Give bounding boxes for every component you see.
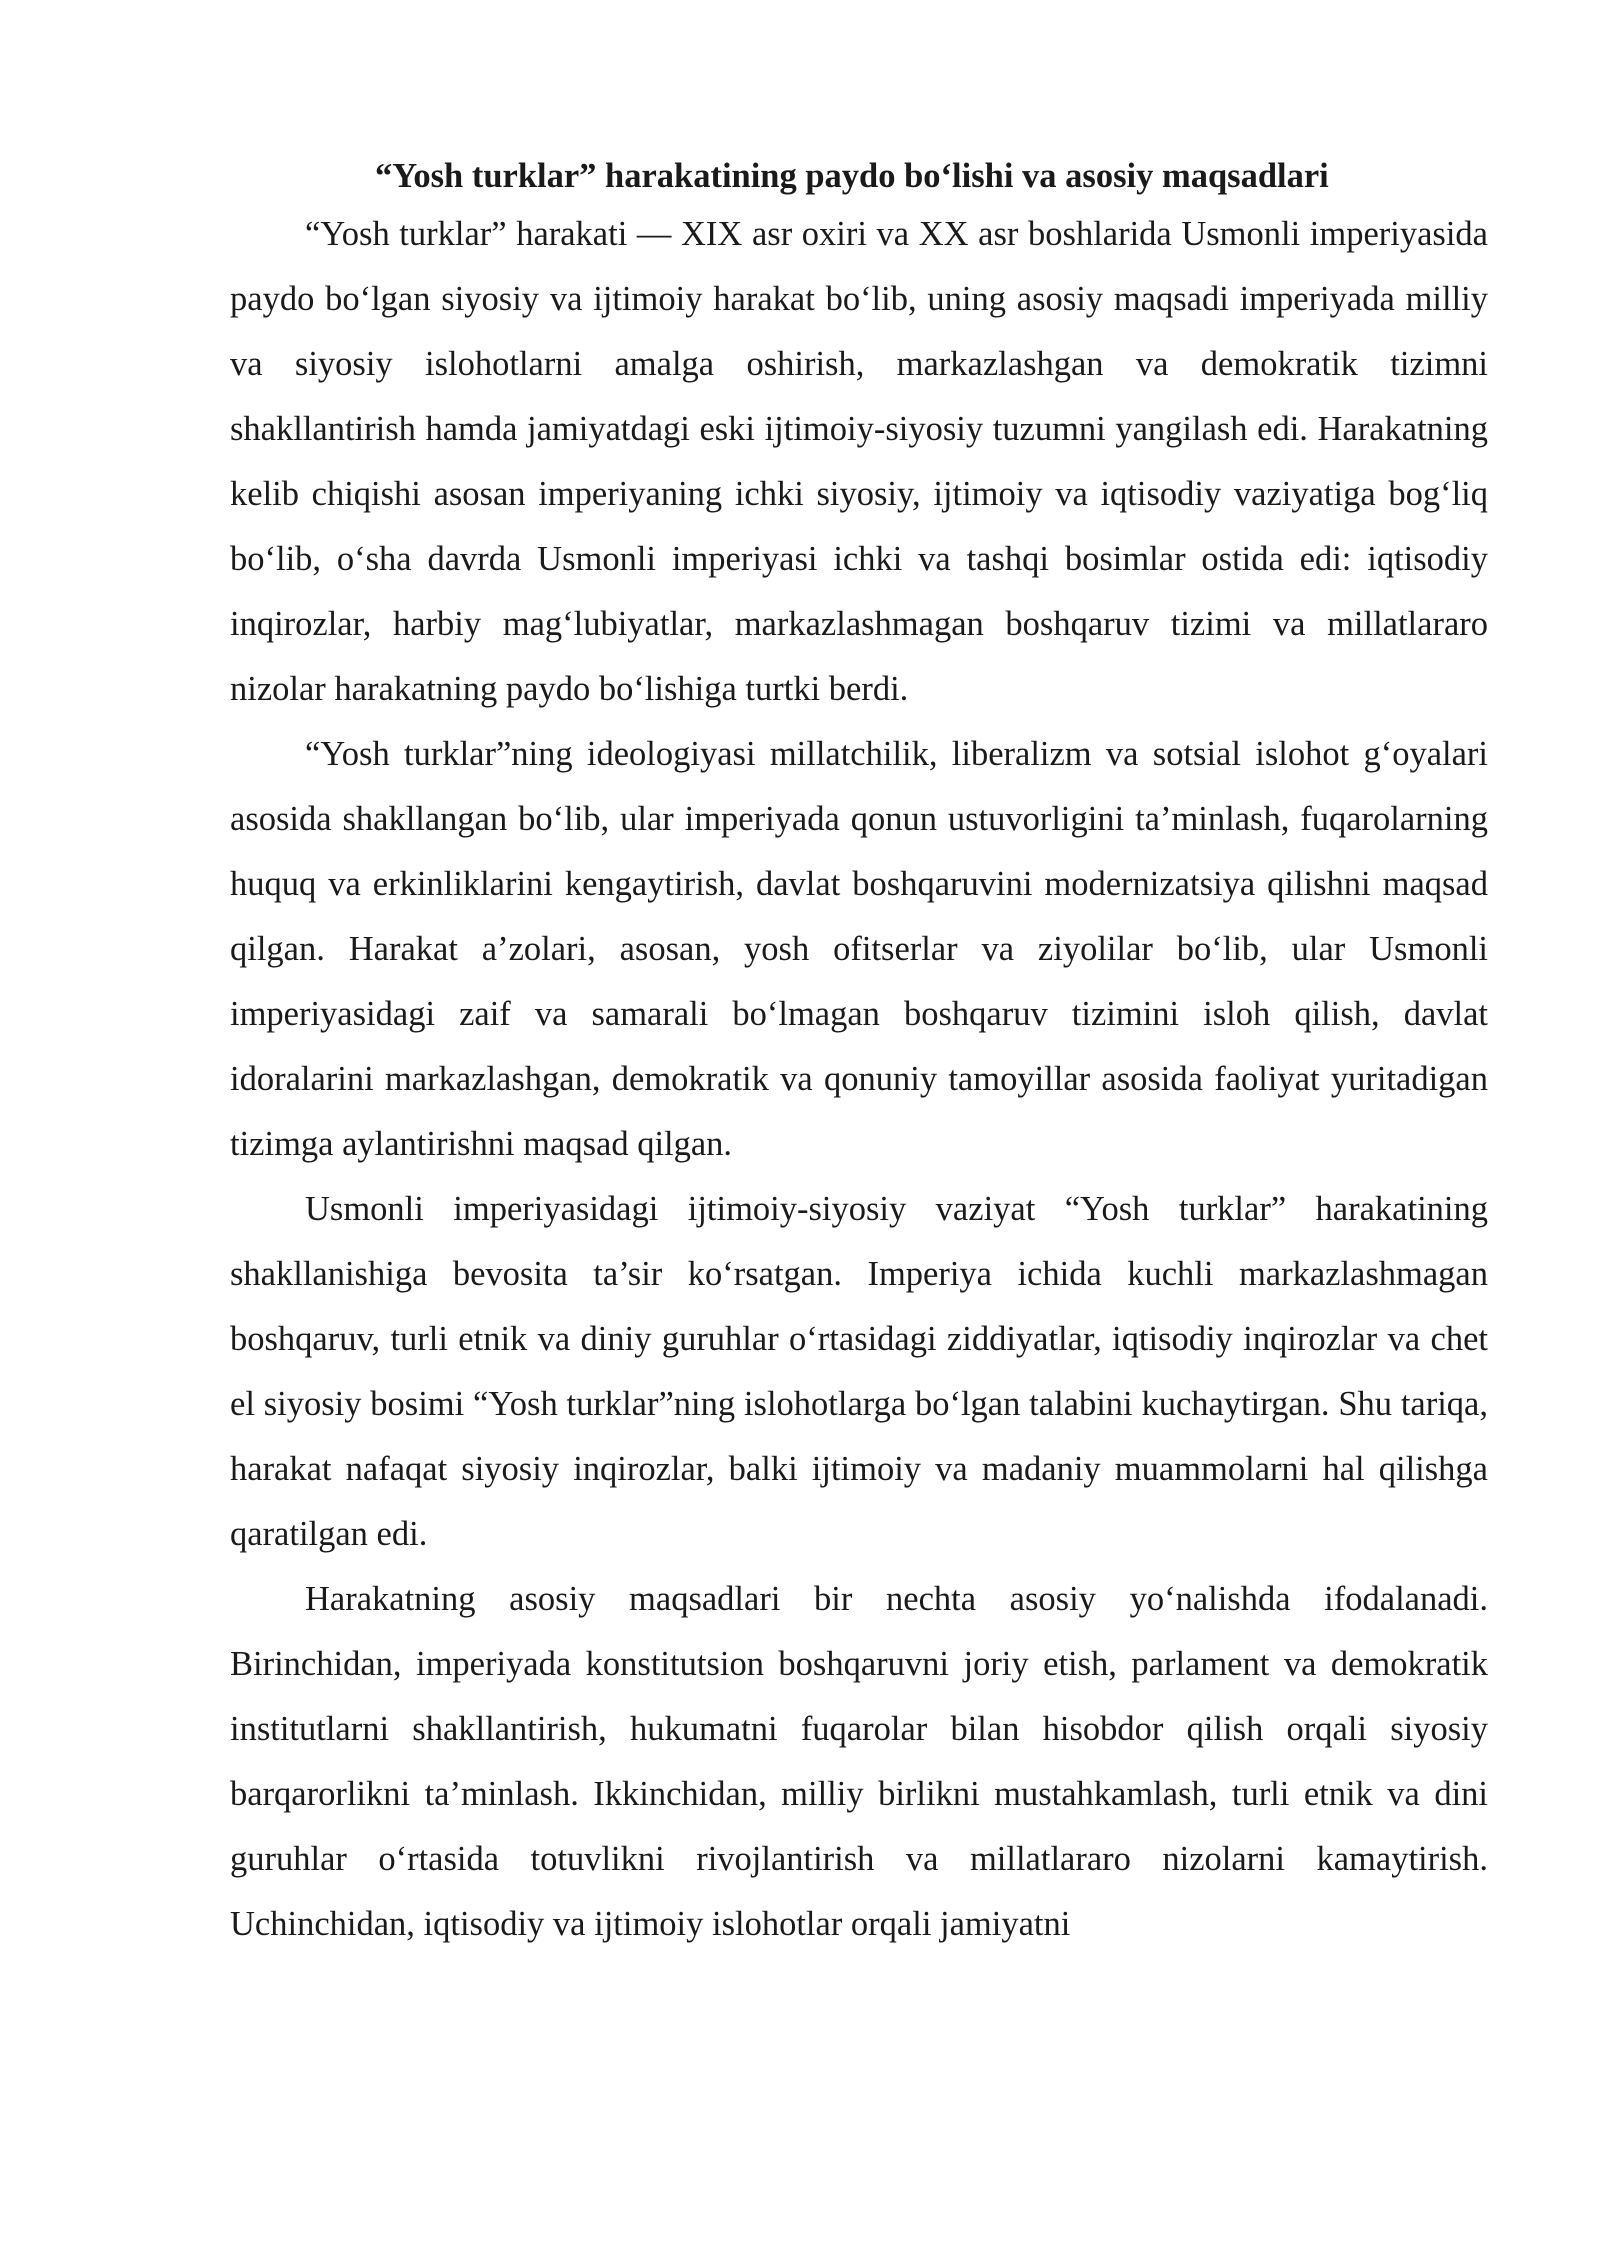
document-title: “Yosh turklar” harakatining paydo bo‘lishi va asosiy maqsadlari [375, 157, 1329, 195]
paragraph-4: Harakatning asosiy maqsadlari bir nechta asosiy yo‘nalishda ifodalanadi. Birinchidan, imperiyada konstitutsion boshqaruvni joriy etish, parlament va demokratik institutlarni shakllantirish, hukumatni fuqarolar bilan hisobdor qilish orqali siyosiy barqarorlikni ta’minlash. Ikkinchidan, milliy birlikni mustahkamlash, turli etnik va dini guruhlar o‘rtasida totuvlikni rivojlantirish va millatlararo nizolarni kamaytirish. Uchinchidan, iqtisodiy va ijtimoiy islohotlar orqali jamiyatni [230, 1580, 1488, 1943]
paragraph-3: Usmonli imperiyasidagi ijtimoiy-siyosiy vaziyat “Yosh turklar” harakatining shakllanishiga bevosita ta’sir ko‘rsatgan. Imperiya ichida kuchli markazlashmagan boshqaruv, turli etnik va diniy guruhlar o‘rtasidagi ziddiyatlar, iqtisodiy inqirozlar va chet el siyosiy bosimi “Yosh turklar”ning islohotlarga bo‘lgan talabini kuchaytirgan. Shu tariqa, harakat nafaqat siyosiy inqirozlar, balki ijtimoiy va madaniy muammolarni hal qilishga qaratilgan edi. [230, 1190, 1488, 1553]
paragraph-2: “Yosh turklar”ning ideologiyasi millatchilik, liberalizm va sotsial islohot g‘oyalari asosida shakllangan bo‘lib, ular imperiyada qonun ustuvorligini ta’minlash, fuqarolarning huquq va erkinliklarini kengaytirish, davlat boshqaruvini modernizatsiya qilishni maqsad qilgan. Harakat a’zolari, asosan, yosh ofitserlar va ziyolilar bo‘lib, ular Usmonli imperiyasidagi zaif va samarali bo‘lmagan boshqaruv tizimini isloh qilish, davlat idoralarini markazlashgan, demokratik va qonuniy tamoyillar asosida faoliyat yuritadigan tizimga aylantirishni maqsad qilgan. [230, 735, 1488, 1163]
document-body [230, 150, 1488, 1957]
paragraph-1: “Yosh turklar” harakati — XIX asr oxiri va XX asr boshlarida Usmonli imperiyasida paydo bo‘lgan siyosiy va ijtimoiy harakat bo‘lib, uning asosiy maqsadi imperiyada milliy va siyosiy islohotlarni amalga oshirish, markazlashgan va demokratik tizimni shakllantirish hamda jamiyatdagi eski ijtimoiy-siyosiy tuzumni yangilash edi. Harakatning kelib chiqishi asosan imperiyaning ichki siyosiy, ijtimoiy va iqtisodiy vaziyatiga bog‘liq bo‘lib, o‘sha davrda Usmonli imperiyasi ichki va tashqi bosimlar ostida edi: iqtisodiy inqirozlar, harbiy mag‘lubiyatlar, markazlashmagan boshqaruv tizimi va millatlararo nizolar harakatning paydo bo‘lishiga turtki berdi. [230, 215, 1488, 708]
